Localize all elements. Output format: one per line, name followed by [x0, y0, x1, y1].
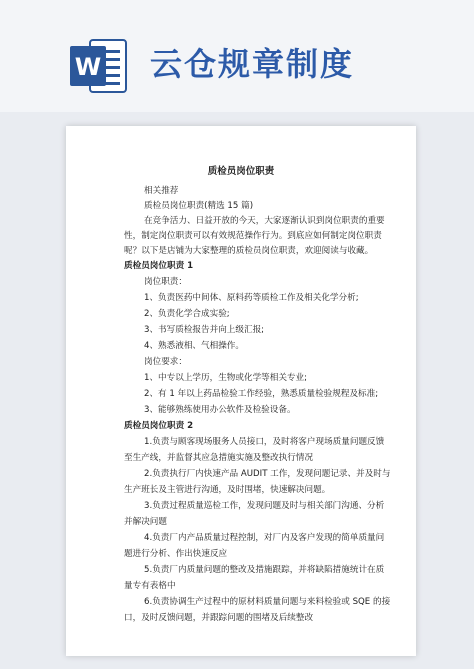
- subheading-requirements: 岗位要求：: [144, 357, 187, 367]
- paragraph-line: 并解决问题: [124, 517, 167, 527]
- list-item: 3、书写质检报告并向上级汇报;: [144, 325, 265, 335]
- list-item: 4、熟悉液相、气相操作。: [144, 341, 244, 351]
- paragraph-line: 量专有表格中: [124, 581, 176, 591]
- paragraph-line: 1.负责与顾客现场服务人员接口，及时将客户现场质量问题反馈: [144, 437, 385, 447]
- list-item: 2、负责化学合成实验;: [144, 309, 230, 319]
- list-item: 2、有 1 年以上药品检验工作经验，熟悉质量检验规程及标准;: [144, 389, 379, 399]
- intro-line: 性，制定岗位职责可以有效规范操作行为。到底应如何制定岗位职责: [124, 231, 382, 241]
- paragraph-line: 5.负责厂内质量问题的整改及措施跟踪，并将缺陷措施统计在质: [144, 565, 385, 575]
- header-banner: [0, 0, 474, 112]
- list-item: 3、能够熟练使用办公软件及检验设备。: [144, 405, 296, 415]
- paragraph-line: 口，及时反馈问题，并跟踪问题的围堵及后续整改: [124, 613, 314, 623]
- list-item: 1、中专以上学历，生物或化学等相关专业;: [144, 373, 308, 383]
- intro-line: 在竞争活力、日益开放的今天，大家逐渐认识到岗位职责的重要: [144, 216, 385, 226]
- list-item: 1、负责医药中间体、原料药等质检工作及相关化学分析;: [144, 293, 359, 303]
- word-icon: [66, 34, 130, 98]
- paragraph-line: 4.负责厂内产品质量过程控制，对厂内及客户发现的简单质量问: [144, 533, 385, 543]
- document-page: [66, 126, 416, 656]
- subheading-duties: 岗位职责：: [144, 277, 187, 287]
- section-heading-2: 质检员岗位职责 2: [124, 421, 194, 431]
- paragraph-line: 3.负责过程质量巡检工作，发现问题及时与相关部门沟通、分析: [144, 501, 385, 511]
- subtitle-line: 质检员岗位职责(精选 15 篇): [144, 201, 254, 211]
- word-logo-letter: W: [74, 53, 102, 81]
- paragraph-line: 题进行分析、作出快速反应: [124, 549, 228, 559]
- intro-line: 呢？以下是店铺为大家整理的质检员岗位职责，欢迎阅读与收藏。: [124, 246, 374, 256]
- paragraph-line: 6.负责协调生产过程中的原材料质量问题与来料检验或 SQE 的接: [144, 597, 391, 607]
- paragraph-line: 2.负责执行厂内快速产品 AUDIT 工作，发现问题记录、并及时与: [144, 469, 391, 479]
- section-heading-1: 质检员岗位职责 1: [124, 261, 194, 271]
- paragraph-line: 生产班长及主管进行沟通，及时围堵，快速解决问题。: [124, 485, 331, 495]
- document-title: 质检员岗位职责: [207, 166, 275, 177]
- related-label: 相关推荐: [144, 186, 179, 196]
- banner-title: 云仓规章制度: [150, 45, 355, 83]
- paragraph-line: 至生产线，并监督其应急措施实施及整改执行情况: [124, 453, 314, 463]
